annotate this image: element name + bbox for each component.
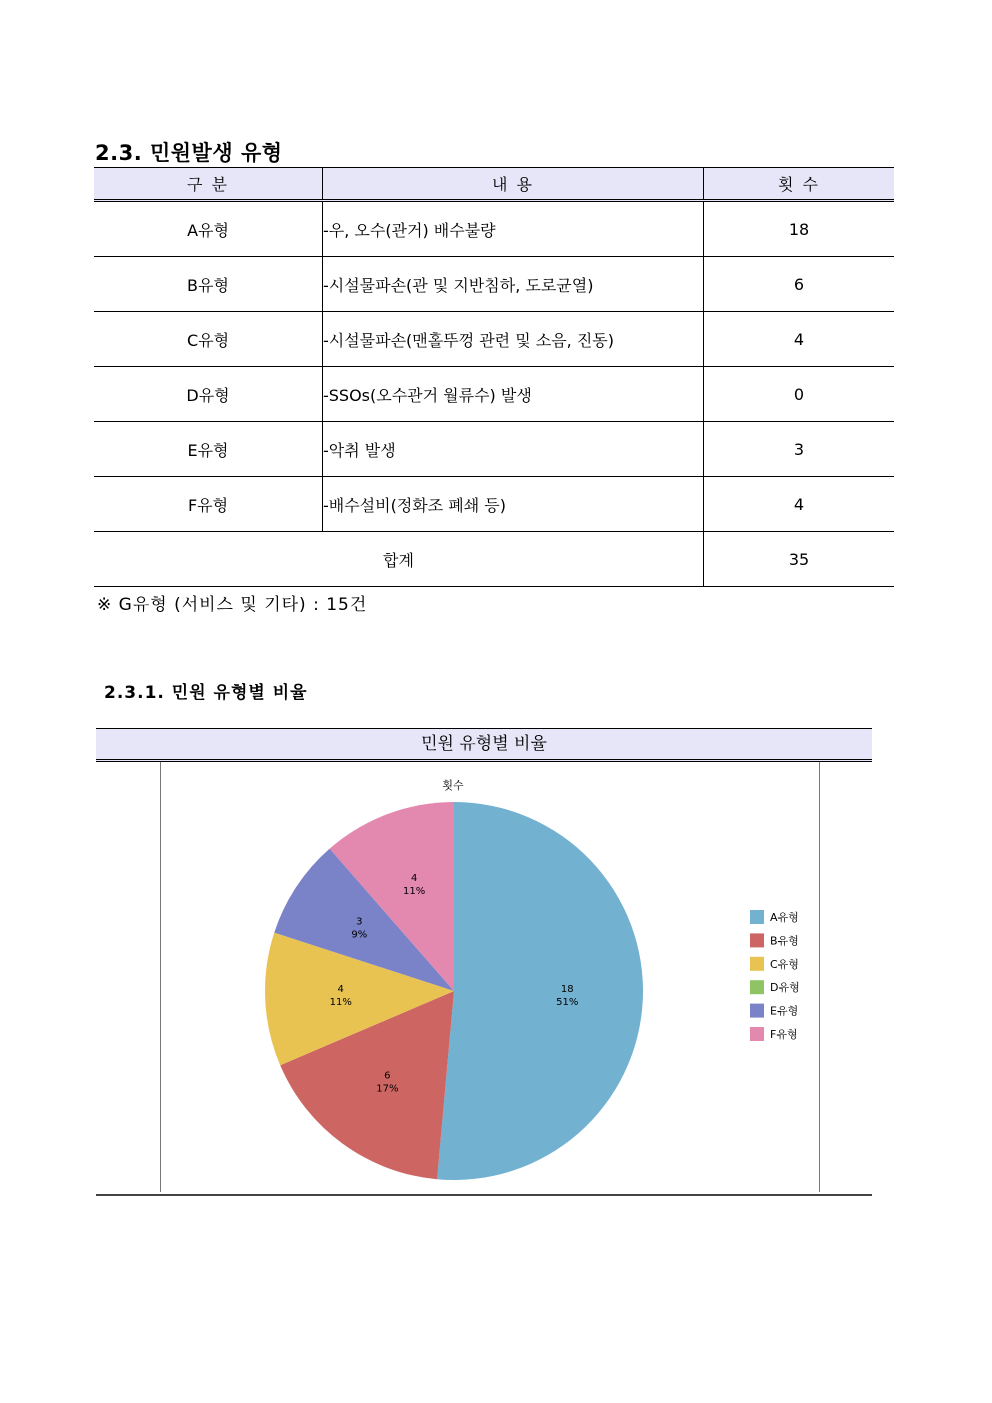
row-type: A유형 [94, 201, 323, 257]
table-row [94, 257, 894, 312]
table-row [94, 477, 894, 532]
legend-label: D유형 [770, 981, 800, 995]
header-category: 구 분 [94, 168, 323, 201]
complaint-type-table [94, 167, 894, 587]
row-type: B유형 [94, 257, 323, 312]
chart-title: 횟수 [442, 779, 464, 792]
row-count: 18 [704, 201, 895, 257]
row-count: 6 [704, 257, 895, 312]
row-desc: -우, 오수(관거) 배수불량 [323, 201, 704, 257]
slice-percent-label: 17% [376, 1083, 399, 1095]
slice-percent-label: 11% [403, 885, 426, 897]
row-desc: -시설물파손(맨홀뚜껑 관련 및 소음, 진동) [323, 312, 704, 367]
table-header-row [94, 168, 894, 201]
chart-frame [96, 762, 872, 1196]
legend-label: C유형 [770, 957, 799, 971]
legend-label: F유형 [770, 1028, 798, 1041]
slice-value-label: 4 [337, 984, 344, 996]
pie-slice-A유형 [437, 802, 643, 1180]
table-row [94, 201, 894, 257]
row-type: F유형 [94, 477, 323, 532]
legend-label: A유형 [770, 911, 799, 924]
table-row [94, 312, 894, 367]
row-desc: -SSOs(오수관거 월류수) 발생 [323, 367, 704, 422]
slice-percent-label: 9% [351, 929, 368, 941]
legend-label: E유형 [770, 1004, 799, 1018]
row-desc: -배수설비(정화조 폐쇄 등) [323, 477, 704, 532]
table-row [94, 367, 894, 422]
row-desc: -악취 발생 [323, 422, 704, 477]
row-desc: -시설물파손(관 및 지반침하, 도로균열) [323, 257, 704, 312]
row-type: D유형 [94, 367, 323, 422]
pie-chart [161, 762, 819, 1192]
row-count: 4 [704, 477, 895, 532]
row-type: E유형 [94, 422, 323, 477]
g-type-note: ※ G유형 (서비스 및 기타) : 15건 [97, 595, 368, 615]
legend-swatch [750, 1027, 764, 1041]
chart-header: 민원 유형별 비율 [96, 728, 872, 762]
slice-value-label: 18 [560, 984, 574, 996]
table-total-row [94, 532, 894, 587]
row-count: 4 [704, 312, 895, 367]
section-title: 2.3. 민원발생 유형 [95, 141, 283, 165]
table-row [94, 422, 894, 477]
legend-swatch [750, 957, 764, 971]
slice-value-label: 3 [356, 916, 363, 928]
legend-swatch [750, 933, 764, 947]
header-content: 내 용 [323, 168, 704, 201]
slice-value-label: 6 [384, 1070, 391, 1082]
total-label: 합계 [94, 532, 704, 587]
row-count: 3 [704, 422, 895, 477]
subsection-title: 2.3.1. 민원 유형별 비율 [104, 683, 308, 703]
legend-swatch [750, 980, 764, 994]
chart-area [160, 762, 820, 1192]
legend-swatch [750, 1004, 764, 1018]
slice-percent-label: 11% [329, 997, 352, 1009]
legend-label: B유형 [770, 934, 799, 948]
row-type: C유형 [94, 312, 323, 367]
slice-percent-label: 51% [556, 997, 579, 1009]
legend-swatch [750, 910, 764, 924]
header-count: 횟 수 [704, 168, 895, 201]
row-count: 0 [704, 367, 895, 422]
total-value: 35 [704, 532, 895, 587]
slice-value-label: 4 [410, 872, 418, 884]
